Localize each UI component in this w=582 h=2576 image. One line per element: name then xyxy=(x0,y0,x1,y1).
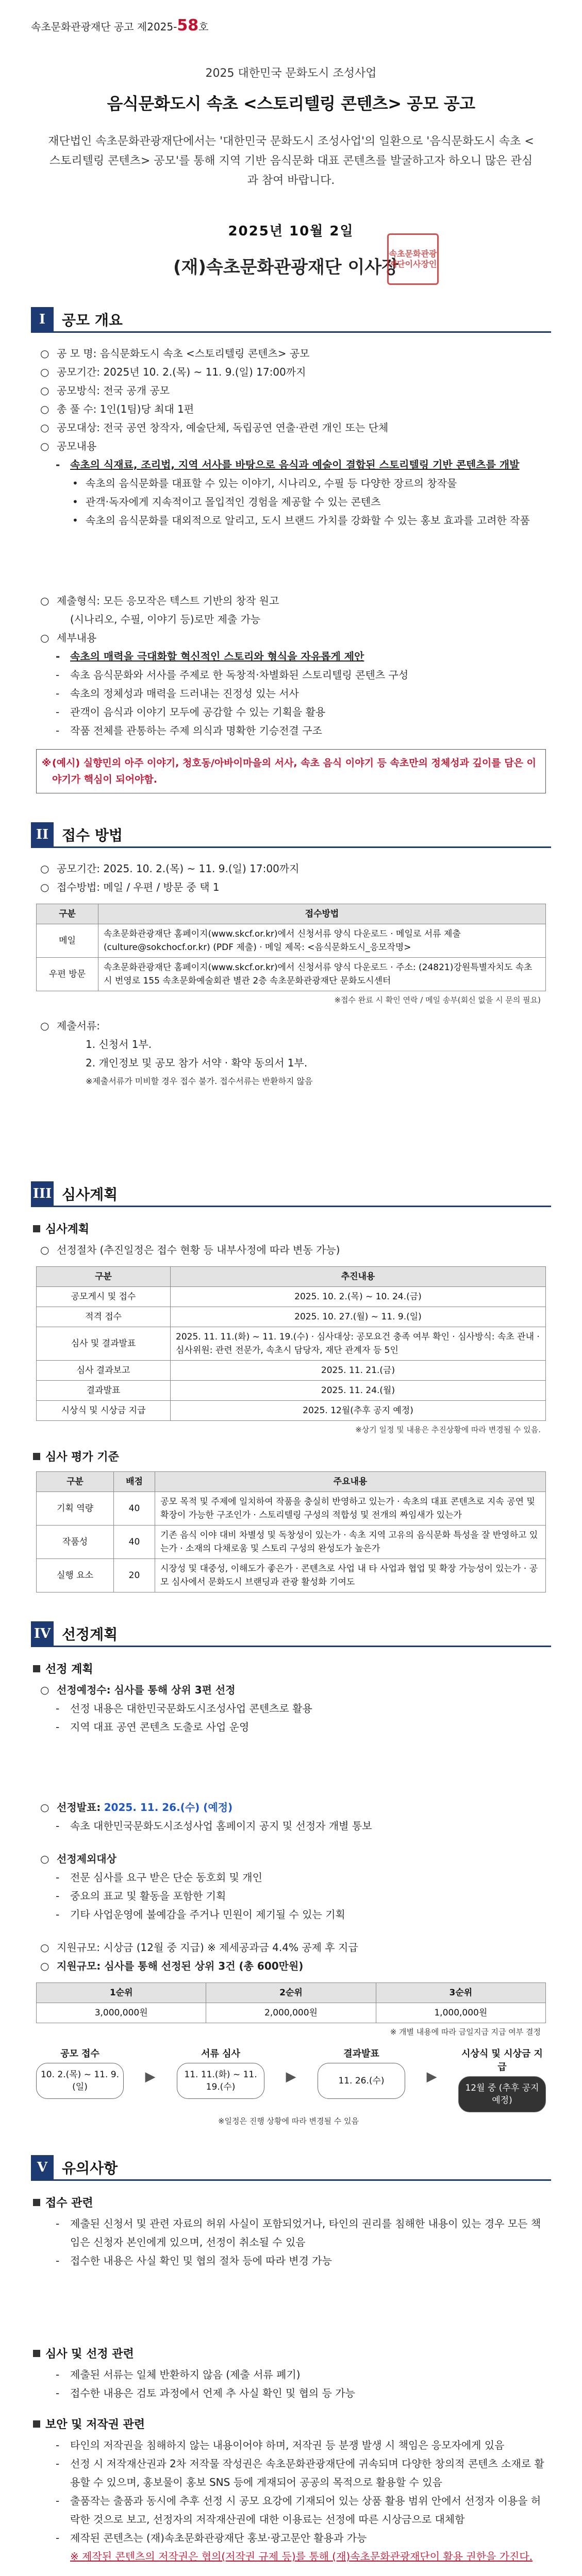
list-item: - 출품작는 출품과 동시에 추후 선정 시 공모 요강에 기재되어 있는 상품 활용 범위 안에서 선정자 이용을 허락한 것으로 보고, 선정자의 저작재산권에 대한 이용료는 선정에 따른 시상금으로 대체함 xyxy=(56,2495,541,2526)
list-item: ○ 세부내용 xyxy=(40,632,97,644)
section-number: IV xyxy=(31,1621,54,1646)
section-overview xyxy=(31,307,551,793)
example-note: ※ (예시) 실향민의 아주 이야기, 청호동/아바이마을의 서사, 속초 음식 이야기 등 속초만의 정체성과 깊이를 담은 이야기가 핵심이 되어야함. xyxy=(36,749,546,793)
list-item: ○ 공모방식: 전국 공개 공모 xyxy=(40,384,170,397)
list-item: ○ 제출형식: 모든 응모작은 텍스트 기반의 창작 원고 xyxy=(40,595,279,607)
subsection-heading: 보안 및 저작권 관련 xyxy=(31,2416,551,2432)
list-item: • 속초의 음식문화를 대표할 수 있는 이야기, 시나리오, 수필 등 다양한 장르의 창작물 xyxy=(72,477,457,489)
list-item: ○ 접수방법: 메일 / 우편 / 방문 중 택 1 xyxy=(40,881,220,893)
subsection-heading: 심사계획 xyxy=(31,1221,551,1236)
arrow-right-icon: ▶ xyxy=(145,2069,156,2084)
section-application xyxy=(31,822,551,1091)
flow-step: 결과발표 11. 26.(수) xyxy=(318,2046,405,2099)
list-item: - 작품 전체를 관통하는 주제 의식과 명확한 기승전결 구조 xyxy=(56,724,322,737)
list-item: - 선정 내용은 대한민국문화도시조성사업 콘텐츠로 활용 xyxy=(56,1702,312,1715)
notice-number: 속초문화관광재단 공고 제2025-58호 xyxy=(31,16,209,35)
list-item: ○ 총 풀 수: 1인(1팀)당 최대 1편 xyxy=(40,403,194,415)
notice-date: 2025년 10월 2일 xyxy=(228,224,354,239)
announce-line: ○ 선정발표: 2025. 11. 26.(수) (예정) xyxy=(40,1801,233,1814)
prize-table: 1순위 2순위 3순위 3,000,000원 2,000,000원 1,000,000원 xyxy=(36,1982,546,2023)
schedule-table: 구분 추진내용 공모게시 및 접수 2025. 10. 2.(목) ~ 10. 24.(금) 적격 접수 2025. 10. 27.(월) ~ 11. 9.(일) 심사 및 결과발표 2025. 11. 11.(화) ~ 11. 19.(수) · 심사대상: 공모요건 충족 여부 확인 · 심사방식: 속초 관내 · 심사위원: 관련 전문가, 속초시 담당자, 재단 관계자 등 5인 심사 결과보고 2025. 11. 21.(금) 결과발표 2025. 11. 24.(월) 시상식 및 시상금 지급 2025. 12월(추후 공지 예정) xyxy=(36,1266,546,1421)
list-item: ○ 선정절차 (추진일정은 접수 현황 등 내부사정에 따라 변동 가능) xyxy=(40,1244,340,1256)
subsection-heading: 선정 계획 xyxy=(31,1660,551,1676)
flow-note: ※일정은 진행 상황에 따라 변경될 수 있음 xyxy=(218,2116,359,2126)
table-row: 작품성 40 기존 음식 이야 대비 차별성 및 독창성이 있는가 · 속초 지역 고유의 음식문화 특성을 잘 반영하고 있는가 · 소재의 다채로움 및 스토리 구성의 완성도가 높은가 xyxy=(37,1526,546,1559)
section-title: 공모 개요 xyxy=(62,311,123,329)
list-item: - 접수한 내용은 검토 과정에서 언제 추 사실 확인 및 협의 등 가능 xyxy=(56,2387,355,2399)
list-item: ○ 공모기간: 2025년 10. 2.(목) ~ 11. 9.(일) 17:00까지 xyxy=(40,366,306,378)
section-selection xyxy=(31,1621,551,2126)
table-row: 3,000,000원 2,000,000원 1,000,000원 xyxy=(37,2003,546,2023)
section-number: V xyxy=(31,2155,54,2179)
list-item: 1. 신청서 1부. xyxy=(86,1038,152,1050)
list-item: ○ 공모내용 xyxy=(40,440,97,452)
list-item: ○ 선정예정수: 심사를 통해 상위 3편 선정 xyxy=(40,1684,236,1696)
list-item: - 제출된 신청서 및 관련 자료의 허위 사실이 포함되었거나, 타인의 권리를 침해한 내용이 있는 경우 모든 책임은 신청자 본인에게 있으며, 선정이 취소될 수 있음 xyxy=(56,2217,541,2248)
list-item: - 속초의 정체성과 매력을 드러내는 진정성 있는 서사 xyxy=(56,687,299,700)
table-row: 기획 역량 40 공모 목적 및 주제에 일치하여 작품을 충실히 반영하고 있는가 · 속초의 대표 콘텐츠로 지속 공연 및 확장이 가능한 구조인가 · 스토리텔링 구성의 적합성 및 전개의 짜임새가 있는가 xyxy=(37,1492,546,1526)
section-title: 선정계획 xyxy=(62,1625,118,1643)
organization-name: (재)속초문화관광재단 이사장 속초문화관광재단이사장인 xyxy=(173,253,409,278)
section-title: 유의사항 xyxy=(62,2159,118,2177)
criteria-table: 구분 배점 주요내용 기획 역량 40 공모 목적 및 주제에 일치하여 작품을 충실히 반영하고 있는가 · 속초의 대표 콘텐츠로 지속 공연 및 확장이 가능한 구조인가 · 스토리텔링 구성의 적합성 및 전개의 짜임새가 있는가 작품성 40 기존 음식 이야 대비 차별성 및 독창성이 있는가 · 속초 지역 고유의 음식문화 특성을 잘 반영하고 있는가 · 소재의 다채로움 및 스토리 구성의 완성도가 높은가 실행 요소 20 시장성 및 대중성, 이해도가 좋은가 · 콘텐츠로 사업 내 타 사업과 협업 및 확장 가능성이 있는가 · 공모 심사에서 문화도시 브랜딩과 관광 활성화 기여도 xyxy=(36,1471,546,1592)
list-item: ○ 선정제외대상 xyxy=(40,1853,117,1865)
list-item: - 접수한 내용은 사실 확인 및 협의 절차 등에 따라 변경 가능 xyxy=(56,2255,332,2267)
intro-text: 재단법인 속초문화관광재단에서는 '대한민국 문화도시 조성사업'의 일환으로 '음식문화도시 속초 <스토리텔링 콘텐츠> 공모'를 통해 지역 기반 음식문화 대표 콘텐츠를 발굴하고자 하오니 많은 관심과 참여 바랍니다. xyxy=(48,135,534,187)
section-notes xyxy=(31,2155,551,2576)
section-number: III xyxy=(31,1181,54,1206)
table-row: 우편 방문 속초문화관광재단 홈페이지(www.skcf.or.kr)에서 신청서류 양식 다운로드 · 주소: (24821)강원특별자치도 속초시 번영로 155 속초문화예술회관 별관 2층 속초문화관광재단 문화도시센터 xyxy=(37,958,546,991)
table-note: ※상기 일정 및 내용은 추진상황에 따라 변경될 수 있음. xyxy=(355,1425,541,1434)
content-lead: - 속초의 식재료, 조리법, 지역 서사를 바탕으로 음식과 예술이 결합된 스토리텔링 기반 콘텐츠를 개발 xyxy=(56,459,520,471)
list-item: • 속초의 음식문화를 대외적으로 알리고, 도시 브랜드 가치를 강화할 수 있는 홍보 효과를 고려한 작품 xyxy=(72,514,530,527)
notice-header xyxy=(31,35,551,278)
table-note: ※접수 완료 시 확인 연락 / 메일 송부(회신 없을 시 문의 필요) xyxy=(334,995,541,1005)
table-note: ※ 개별 내용에 따라 금일지급 지급 여부 결정 xyxy=(390,2027,541,2037)
table-row: 심사 결과보고 2025. 11. 21.(금) xyxy=(37,1361,546,1381)
section-title: 심사계획 xyxy=(62,1185,118,1203)
subsection-heading: 심사 평가 기준 xyxy=(31,1448,551,1464)
table-row: 적격 접수 2025. 10. 27.(월) ~ 11. 9.(일) xyxy=(37,1307,546,1327)
table-row: 실행 요소 20 시장성 및 대중성, 이해도가 좋은가 · 콘텐츠로 사업 내 타 사업과 협업 및 확장 가능성이 있는가 · 공모 심사에서 문화도시 브랜딩과 관광 활성화 기여도 xyxy=(37,1559,546,1592)
list-item: 2. 개인정보 및 공모 참가 서약 · 확약 동의서 1부. xyxy=(86,1057,308,1069)
subsection-heading: 심사 및 선정 관련 xyxy=(31,2345,551,2361)
official-seal: 속초문화관광재단이사장인 xyxy=(387,233,439,285)
arrow-right-icon: ▶ xyxy=(426,2069,437,2084)
selection-flow xyxy=(31,2037,551,2112)
section-review xyxy=(31,1181,551,1592)
list-item: (시나리오, 수필, 이야기 등)로만 제출 가능 xyxy=(70,613,261,625)
list-item: ○ 공 모 명: 음식문화도시 속초 <스토리텔링 콘텐츠> 공모 xyxy=(40,347,310,360)
list-item: - 타인의 저작권을 침해하지 않는 내용이어야 하며, 저작권 등 분쟁 발생 시 책임은 응모자에게 있음 xyxy=(56,2439,505,2451)
list-item: - 관객이 음식과 이야기 모두에 공감할 수 있는 기획을 활용 xyxy=(56,706,326,718)
list-item: - 선정 시 저작재산권과 2차 저작물 작성권은 속초문화관광재단에 귀속되며 다양한 창의적 콘텐츠 소재로 활용할 수 있으며, 홍보물이 홍보 SNS 등에 게재되어 공공의 목적으로 활용할 수 있음 xyxy=(56,2458,544,2488)
list-item: - 제출된 서류는 일체 반환하지 않음 (제출 서류 폐기) xyxy=(56,2368,301,2381)
list-item: - 기타 사업운영에 불예감을 주거나 민원이 제기될 수 있는 기획 xyxy=(56,1908,345,1921)
table-row: 메일 속초문화관광재단 홈페이지(www.skcf.or.kr)에서 신청서류 양식 다운로드 · 메일로 서류 제출(culture@sokchocf.or.kr) (PDF 제출) · 메일 제목: <음식문화도시_응모작명> xyxy=(37,924,546,958)
list-item: - 속초 음식문화와 서사를 주제로 한 독창적·차별화된 스토리텔링 콘텐츠 구성 xyxy=(56,669,409,681)
docs-note: ※제출서류가 미비할 경우 접수 불가. 접수서류는 반환하지 않음 xyxy=(86,1076,313,1086)
list-item: - 전문 심사를 요구 받은 단순 동호회 및 개인 xyxy=(56,1871,262,1884)
list-item: - 제작된 콘텐츠는 (재)속초문화관광재단 홍보·광고문안 활용과 가능 xyxy=(56,2532,367,2544)
table-row: 결과발표 2025. 11. 24.(월) xyxy=(37,1381,546,1401)
table-row: 심사 및 결과발표 2025. 11. 11.(화) ~ 11. 19.(수) · 심사대상: 공모요건 충족 여부 확인 · 심사방식: 속초 관내 · 심사위원: 관련 전문가, 속초시 담당자, 재단 관계자 등 5인 xyxy=(37,1327,546,1361)
list-item: - 속초의 매력을 극대화할 혁신적인 스토리와 형식을 자유롭게 제안 xyxy=(56,650,364,663)
list-item: • 관객·독자에게 지속적이고 몰입적인 경험을 제공할 수 있는 콘텐츠 xyxy=(72,496,381,508)
section-number: I xyxy=(31,307,54,331)
flow-step: 시상식 및 시상금 지급 12월 중 (추후 공지 예정) xyxy=(458,2046,546,2112)
list-item: ○ 지원규모: 심사를 통해 선정된 상위 3건 (총 600만원) xyxy=(40,1960,304,1972)
list-item: ○ 공모기간: 2025. 10. 2.(목) ~ 11. 9.(일) 17:00까지 xyxy=(40,862,300,875)
section-number: II xyxy=(31,822,54,846)
list-item: ○ 지원규모: 시상금 (12월 중 지급) ※ 제세공과금 4.4% 공제 후 지급 xyxy=(40,1941,358,1954)
flow-step: 서류 심사 11. 11.(화) ~ 11. 19.(수) xyxy=(177,2046,264,2099)
table-row: 공모게시 및 접수 2025. 10. 2.(목) ~ 10. 24.(금) xyxy=(37,1287,546,1307)
copyright-note: ※ 제작된 콘텐츠의 저작권은 협의(저작권 규제 등)를 통해 (재)속초문화관광재단이 활용 권한을 가진다. xyxy=(70,2550,533,2563)
table-row: 시상식 및 시상금 지급 2025. 12월(추후 공지 예정) xyxy=(37,1401,546,1421)
application-method-table: 구분 접수방법 메일 속초문화관광재단 홈페이지(www.skcf.or.kr)에서 신청서류 양식 다운로드 · 메일로 서류 제출(culture@sokchocf.or.kr) (PDF 제출) · 메일 제목: <음식문화도시_응모작명> 우편 방문 속초문화관광재단 홈페이지(www.skcf.or.kr)에서 신청서류 양식 다운로드 · 주소: (24821)강원특별자치도 속초시 번영로 155 속초문화예술회관 별관 2층 속초문화관광재단 문화도시센터 xyxy=(36,904,546,991)
list-item: - 지역 대표 공연 콘텐츠 도출로 사업 운영 xyxy=(56,1721,250,1733)
list-item: - 속초 대한민국문화도시조성사업 홈페이지 공지 및 선정자 개별 통보 xyxy=(56,1820,372,1832)
subsection-heading: 접수 관련 xyxy=(31,2194,551,2210)
flow-step: 공모 접수 10. 2.(목) ~ 11. 9.(일) xyxy=(36,2046,124,2099)
list-item: - 중요의 표교 및 활동을 포함한 기획 xyxy=(56,1890,226,1902)
arrow-right-icon: ▶ xyxy=(286,2069,296,2084)
list-item: ○ 제출서류: xyxy=(40,1020,101,1032)
section-title: 접수 방법 xyxy=(62,826,123,844)
program-name: 2025 대한민국 문화도시 조성사업 xyxy=(205,67,377,80)
list-item: ○ 공모대상: 전국 공연 창작자, 예술단체, 독립공연 연출·관련 개인 또는 단체 xyxy=(40,421,389,434)
notice-title: 음식문화도시 속초 <스토리텔링 콘텐츠> 공모 공고 xyxy=(107,94,475,113)
